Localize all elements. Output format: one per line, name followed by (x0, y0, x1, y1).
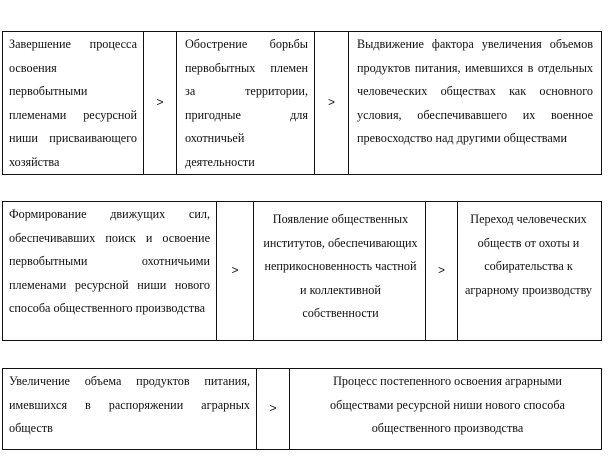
arrow-glyph: > (269, 401, 277, 415)
arrow-glyph: > (156, 95, 164, 109)
flow-row-1 (2, 31, 602, 175)
block-driving-forces-formation: Формирование движущих сил, обеспечивавших поиск и освоение первобытными охотничьими племенами ресурсной ниши нового способа общественного производства (3, 202, 217, 340)
arrow-connector (426, 202, 458, 340)
block-completion-of-appropriating-economy: Завершение процесса освоения первобытными племенами ресурсной ниши присваивающего хозяйства (3, 32, 144, 174)
arrow-connector (217, 202, 254, 340)
block-social-institutions-emergence: Появление общественных институтов, обеспечивающих неприкосновенность частной и коллективной собственности (254, 202, 426, 340)
arrow-connector (257, 369, 290, 449)
arrow-glyph: > (231, 263, 239, 277)
block-gradual-development-process: Процесс постепенного освоения аграрными обществами ресурсной ниши нового способа общественного производства (330, 374, 565, 435)
block-food-volume-factor: Выдвижение фактора увеличения объемов продуктов питания, имевшихся в отдельных человеческих обществах как основного условия, обеспечивавшего их военное превосходство над другими обществами (357, 37, 593, 145)
block-intensified-territorial-struggle: Обострение борьбы первобытных племен за территории, пригодные для охотничьей деятельности (177, 32, 315, 174)
arrow-connector (315, 32, 349, 174)
arrow-glyph: > (437, 263, 445, 277)
arrow-glyph: > (327, 95, 335, 109)
block-transition-to-agriculture: Переход человеческих обществ от охоты и собирательства к аграрному производству (464, 212, 593, 297)
block-food-volume-increase: Увеличение объема продуктов питания, имевшихся в распоряжении аграрных обществ (3, 369, 257, 449)
flow-row-3 (2, 368, 602, 450)
flow-row-2 (2, 201, 602, 341)
arrow-connector (144, 32, 177, 174)
